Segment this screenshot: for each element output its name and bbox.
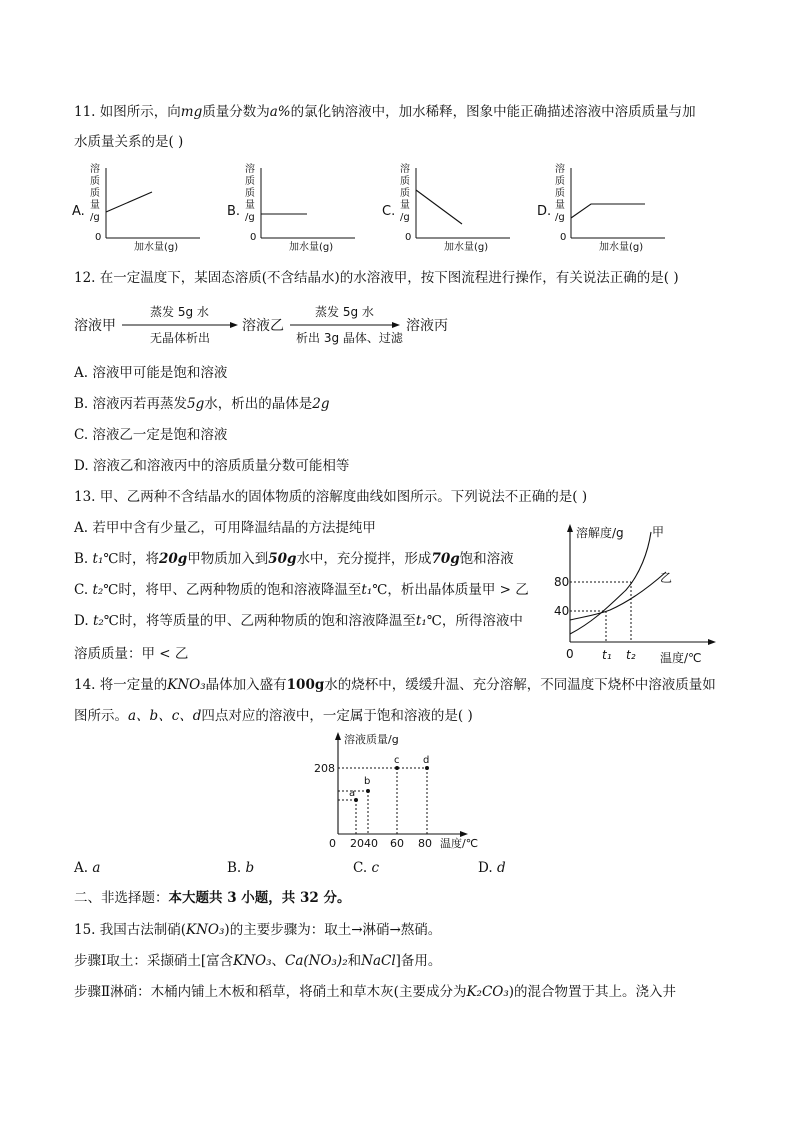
q13-option-d	[74, 612, 523, 630]
q12-b-value: 5g	[187, 396, 205, 412]
q13-b-value: 70g	[431, 551, 460, 567]
q11-stem-line2: 水质量关系的是( )	[74, 134, 184, 150]
flow-mid: 溶液乙	[242, 318, 284, 334]
q11-percent: a%	[269, 104, 291, 120]
q11-y-label: 量	[400, 200, 410, 211]
q13-x-label: 温度/℃	[660, 651, 702, 665]
q13-y-label: 溶解度/g	[576, 526, 624, 540]
q11-text: 质量分数为	[202, 104, 270, 120]
q11-y-label: 量	[555, 200, 565, 211]
q11-x-label: 加水量(g)	[289, 242, 334, 253]
q15-step2	[74, 983, 676, 1001]
q13-tick-t1: t₁	[602, 648, 612, 662]
q14-c-value: c	[371, 860, 379, 876]
flow-step2-top: 蒸发 5g 水	[315, 305, 374, 319]
q14-x-label: 温度/℃	[440, 837, 479, 850]
q14-mass-chart	[312, 730, 487, 856]
q12-option-d: D. 溶液乙和溶液丙中的溶质质量分数可能相等	[74, 458, 350, 474]
q11-mass: mg	[180, 104, 203, 120]
q13-label-yi: 乙	[660, 571, 673, 585]
q14-a-value: a	[92, 860, 101, 876]
q11-y-label: /g	[400, 212, 410, 223]
q11-x-label: 加水量(g)	[599, 242, 644, 253]
q11-option-label: C.	[382, 204, 396, 219]
q12-flow-diagram	[70, 300, 470, 350]
flow-end: 溶液丙	[406, 318, 448, 334]
q11-y-label: 溶	[400, 164, 410, 175]
q14-tick-0: 0	[329, 837, 336, 850]
q11-y-label: 溶	[245, 164, 255, 175]
q13-b-text: 水中，充分搅拌，形成	[296, 551, 432, 567]
q11-origin: 0	[405, 232, 412, 243]
q11-y-label: 质	[400, 176, 410, 187]
q13-b-text: 饱和溶液	[459, 551, 514, 567]
q15-stem	[74, 921, 441, 939]
q11-graph-d	[537, 162, 665, 253]
q11-x-label: 加水量(g)	[134, 242, 179, 253]
section2-title: 二、非选择题：	[74, 890, 169, 906]
q11-y-label: /g	[90, 212, 100, 223]
q11-origin: 0	[250, 232, 257, 243]
q13-c-t1: t₁	[361, 582, 373, 598]
q12-b-value: 2g	[312, 396, 330, 412]
q11-graph-a	[72, 162, 200, 253]
q14-chart-svg	[312, 730, 487, 852]
q14-label-d: d	[423, 755, 430, 766]
q13-curve-jia	[570, 532, 651, 634]
q14-points: a、b、c、d	[128, 708, 202, 724]
q15-formula: NaCl	[361, 953, 396, 969]
q13-b-value: 50g	[268, 551, 297, 567]
q13-d-text: ℃，所得溶液中	[426, 613, 523, 629]
q14-formula: KNO₃	[167, 677, 206, 693]
q15-formula: KNO₃	[233, 953, 272, 969]
q13-c-t: t₂	[92, 582, 104, 598]
section2-desc: 本大题共 3 小题，共 32 分。	[168, 890, 351, 906]
q13-c-prefix: C.	[74, 582, 93, 598]
q13-b-t: t₁	[92, 551, 104, 567]
q13-origin: 0	[566, 647, 574, 661]
q14-c-prefix: C.	[353, 860, 372, 876]
q11-y-label: 质	[400, 188, 410, 199]
q11-origin: 0	[560, 232, 567, 243]
q15-step1	[74, 952, 441, 970]
q15-formula: K₂CO₃	[466, 984, 509, 1000]
flow-step1-bottom: 无晶体析出	[150, 331, 211, 345]
q13-curve-yi	[570, 572, 666, 620]
q14-stem-line2	[74, 707, 473, 725]
q12-b-text: 水，析出的晶体是	[204, 396, 313, 412]
q12-b-text: B. 溶液丙若再蒸发	[74, 396, 188, 412]
q11-x-label: 加水量(g)	[444, 242, 489, 253]
q14-label-a: a	[349, 788, 356, 799]
q14-text: 四点对应的溶液中，一定属于饱和溶液的是( )	[201, 708, 473, 724]
q11-graph-line	[416, 190, 462, 224]
q11-graph-set	[70, 160, 700, 260]
flow-step1-top: 蒸发 5g 水	[150, 305, 209, 319]
q11-y-label: /g	[555, 212, 565, 223]
q13-y-arrowhead	[567, 524, 573, 532]
q14-option-c	[353, 859, 379, 877]
q13-option-b	[74, 550, 514, 568]
q13-tick-80: 80	[554, 575, 570, 589]
q12-stem: 12. 在一定温度下，某固态溶质(不含结晶水)的水溶液甲，按下图流程进行操作，有关说法正确的是( )	[74, 270, 679, 286]
q11-y-label: 量	[245, 200, 255, 211]
q14-text: 晶体加入盛有	[205, 677, 287, 693]
q15-formula: Ca(NO₃)₂	[285, 953, 348, 969]
q11-y-label: /g	[245, 212, 255, 223]
q14-value: 100g	[286, 677, 325, 693]
q14-tick-80: 80	[418, 837, 432, 850]
q13-b-text: ℃时，将	[103, 551, 159, 567]
q15-text: 、	[271, 953, 285, 969]
q14-tick-40: 40	[364, 837, 378, 850]
flow-step2-bottom: 析出 3g 晶体、过滤	[296, 331, 403, 345]
q13-b-value: 20g	[158, 551, 188, 567]
q11-y-label: 量	[90, 200, 100, 211]
q11-option-label: D.	[537, 204, 552, 219]
q13-b-text: 甲物质加入到	[187, 551, 269, 567]
q11-graph-group	[72, 162, 665, 253]
q11-y-label: 质	[245, 176, 255, 187]
q14-y-label: 溶液质量/g	[344, 733, 399, 746]
q11-text: 11. 如图所示，向	[74, 104, 181, 120]
q13-solubility-chart	[548, 522, 728, 671]
q14-option-a	[74, 859, 100, 877]
q14-a-prefix: A.	[74, 860, 93, 876]
q14-d-prefix: D.	[478, 860, 497, 876]
q14-stem-line1	[74, 676, 716, 694]
q14-b-prefix: B.	[227, 860, 246, 876]
q11-option-label: A.	[72, 204, 85, 219]
q15-text: 步骤Ⅱ淋硝：木桶内铺上木板和稻草，将硝土和草木灰(主要成分为	[74, 984, 467, 1000]
q11-text: 的氯化钠溶液中，加水稀释，图象中能正确描述溶液中溶质质量与加	[290, 104, 696, 120]
q14-point-d	[425, 766, 429, 770]
q13-tick-40: 40	[554, 604, 570, 618]
section2-heading	[74, 889, 350, 907]
q11-y-label: 质	[555, 188, 565, 199]
q14-tick-208: 208	[314, 762, 335, 775]
q13-d-text: ℃时，将等质量的甲、乙两种物质的饱和溶液降温至	[103, 613, 416, 629]
q14-point-c	[395, 766, 399, 770]
q14-text: 水的烧杯中，缓缓升温、充分溶解，不同温度下烧杯中溶液质量如	[324, 677, 716, 693]
q15-text: )的主要步骤为：取土→淋硝→熬硝。	[224, 922, 442, 938]
q11-graphs	[70, 160, 700, 264]
flow-start: 溶液甲	[74, 318, 116, 334]
q12-option-b	[74, 395, 329, 413]
q12-flow	[70, 300, 470, 354]
q13-option-c	[74, 581, 529, 599]
q11-y-label: 质	[555, 176, 565, 187]
q13-d-t: t₂	[92, 613, 104, 629]
q14-text: 图所示。	[74, 708, 128, 724]
q14-label-b: b	[364, 776, 371, 787]
q14-option-b	[227, 859, 254, 877]
flow-arrowhead-2	[392, 322, 400, 328]
q13-c-text: ℃时，将甲、乙两种物质的饱和溶液降温至	[103, 582, 362, 598]
q14-point-b	[366, 789, 370, 793]
q15-text: 和	[347, 953, 362, 969]
q11-option-label: B.	[227, 204, 241, 219]
q11-y-label: 质	[245, 188, 255, 199]
q13-d-prefix: D.	[74, 613, 93, 629]
q13-stem: 13. 甲、乙两种不含结晶水的固体物质的溶解度曲线如图所示。下列说法不正确的是( )	[74, 489, 588, 505]
q13-option-a: A. 若甲中含有少量乙，可用降温结晶的方法提纯甲	[74, 520, 376, 536]
q14-label-c: c	[394, 755, 400, 766]
q14-y-arrowhead	[335, 732, 341, 740]
q13-d-t1: t₁	[415, 613, 427, 629]
q14-option-d	[478, 859, 506, 877]
q11-stem-line1	[74, 103, 696, 121]
q13-chart-svg	[548, 522, 728, 667]
flow-arrowhead-1	[230, 322, 238, 328]
q13-x-arrowhead	[708, 639, 716, 645]
q14-text: 14. 将一定量的	[74, 677, 168, 693]
q11-y-label: 溶	[555, 164, 565, 175]
q11-y-label: 质	[90, 176, 100, 187]
q15-text: 15. 我国古法制硝(	[74, 922, 187, 938]
q11-graph-line	[106, 192, 152, 212]
q11-graph-b	[227, 162, 355, 253]
q11-graph-c	[382, 162, 510, 253]
q11-y-label: 质	[90, 188, 100, 199]
q13-b-prefix: B.	[74, 551, 93, 567]
q13-c-text: ℃，析出晶体质量甲 > 乙	[372, 582, 529, 598]
q14-b-value: b	[245, 860, 255, 876]
q13-option-d-line2: 溶质质量：甲 < 乙	[74, 646, 189, 662]
q12-option-a: A. 溶液甲可能是饱和溶液	[74, 365, 228, 381]
q13-tick-t2: t₂	[626, 648, 636, 662]
q15-formula: KNO₃	[186, 922, 225, 938]
q11-graph-line	[571, 204, 645, 218]
q13-label-jia: 甲	[652, 525, 665, 539]
q14-tick-60: 60	[390, 837, 404, 850]
q12-option-c: C. 溶液乙一定是饱和溶液	[74, 427, 228, 443]
q11-origin: 0	[95, 232, 102, 243]
q15-text: ]备用。	[395, 953, 442, 969]
q11-y-label: 溶	[90, 164, 100, 175]
q14-d-value: d	[496, 860, 506, 876]
q15-text: 步骤Ⅰ取土：采撷硝土[富含	[74, 953, 234, 969]
q14-tick-20: 20	[350, 837, 364, 850]
q15-text: )的混合物置于其上。浇入井	[508, 984, 677, 1000]
